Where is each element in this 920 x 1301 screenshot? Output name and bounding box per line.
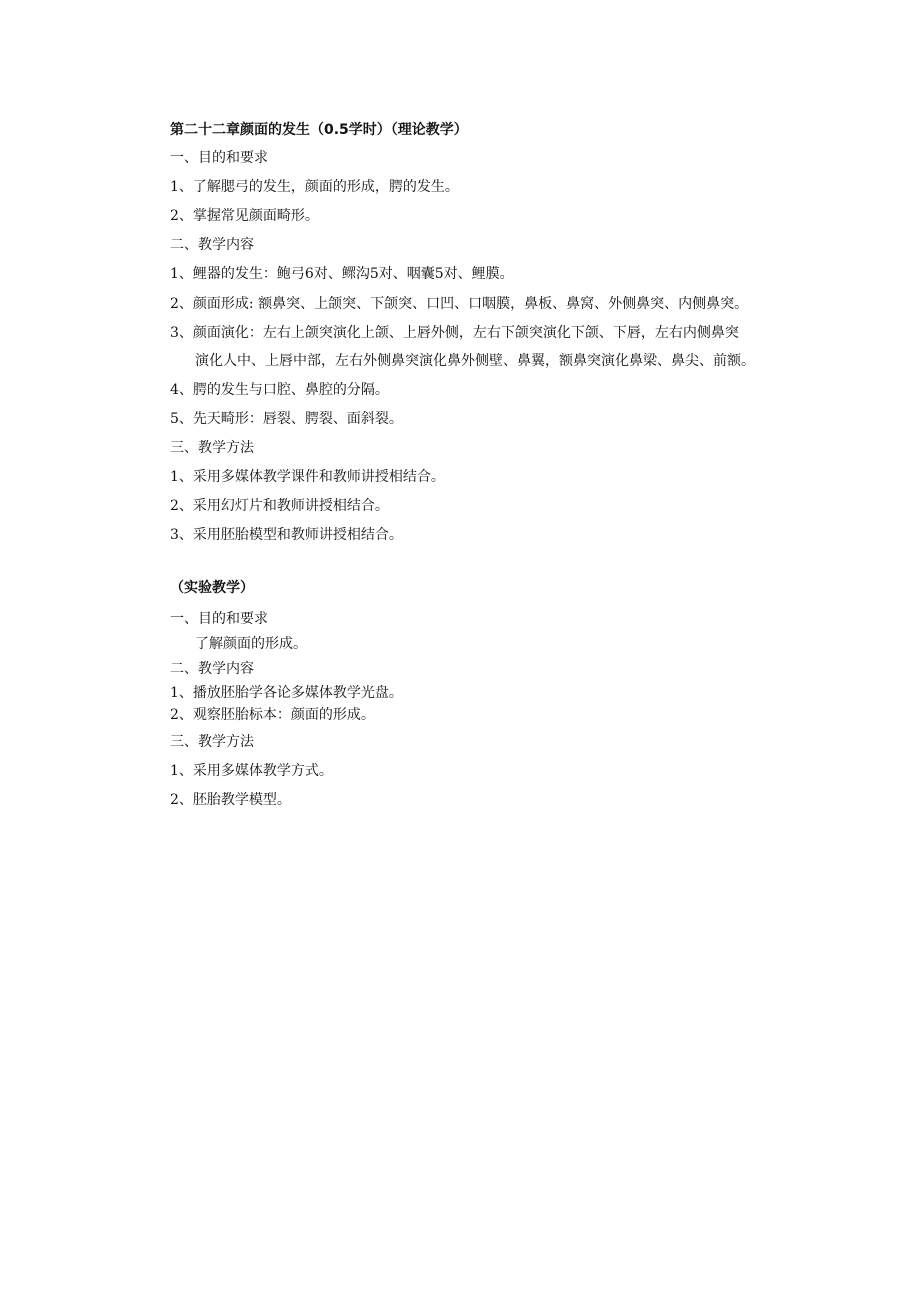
requirement-item: 1、了解腮弓的发生，颜面的形成，腭的发生。 <box>170 179 459 195</box>
section-heading-methods: 三、教学方法 <box>170 440 254 456</box>
content-item: 1、鲤器的发生：鲍弓6对、鳏沟5对、咽囊5对、鲤膜。 <box>170 266 514 282</box>
lab-requirement: 了解颜面的形成。 <box>195 636 307 652</box>
lab-section-heading-content: 二、教学内容 <box>170 661 254 677</box>
content-item: 2、颜面形成: 额鼻突、上颌突、下颌突、口凹、口咽膜，鼻板、鼻窝、外侧鼻突、内侧鼻突。 <box>170 296 749 312</box>
content-item-continuation: 演化人中、上唇中部，左右外侧鼻突演化鼻外侧壁、鼻翼，额鼻突演化鼻梁、鼻尖、前额。 <box>195 353 755 369</box>
method-item: 2、采用幻灯片和教师讲授相结合。 <box>170 498 389 514</box>
chapter-title: 第二十二章颜面的发生（0.5学时）（理论教学） <box>170 122 468 138</box>
lab-content-item: 1、播放胚胎学各论多媒体教学光盘。 <box>170 685 403 701</box>
method-item: 3、采用胚胎模型和教师讲授相结合。 <box>170 527 403 543</box>
lab-content-item: 2、观察胚胎标本：颜面的形成。 <box>170 707 375 723</box>
content-item: 4、腭的发生与口腔、鼻腔的分隔。 <box>170 382 389 398</box>
lab-method-item: 1、采用多媒体教学方式。 <box>170 763 333 779</box>
section-heading-requirements: 一、目的和要求 <box>170 150 268 166</box>
section-heading-content: 二、教学内容 <box>170 237 254 253</box>
lab-section-heading-methods: 三、教学方法 <box>170 734 254 750</box>
lab-method-item: 2、胚胎教学模型。 <box>170 792 291 808</box>
content-item: 3、颜面演化：左右上颌突演化上颌、上唇外侧，左右下颌突演化下颌、下唇，左右内侧鼻突 <box>170 325 739 341</box>
lab-section-heading-requirements: 一、目的和要求 <box>170 611 268 627</box>
method-item: 1、采用多媒体教学课件和教师讲授相结合。 <box>170 469 445 485</box>
content-item: 5、先天畸形：唇裂、腭裂、面斜裂。 <box>170 411 403 427</box>
requirement-item: 2、掌握常见颜面畸形。 <box>170 208 319 224</box>
lab-title: （实验教学） <box>170 580 254 596</box>
